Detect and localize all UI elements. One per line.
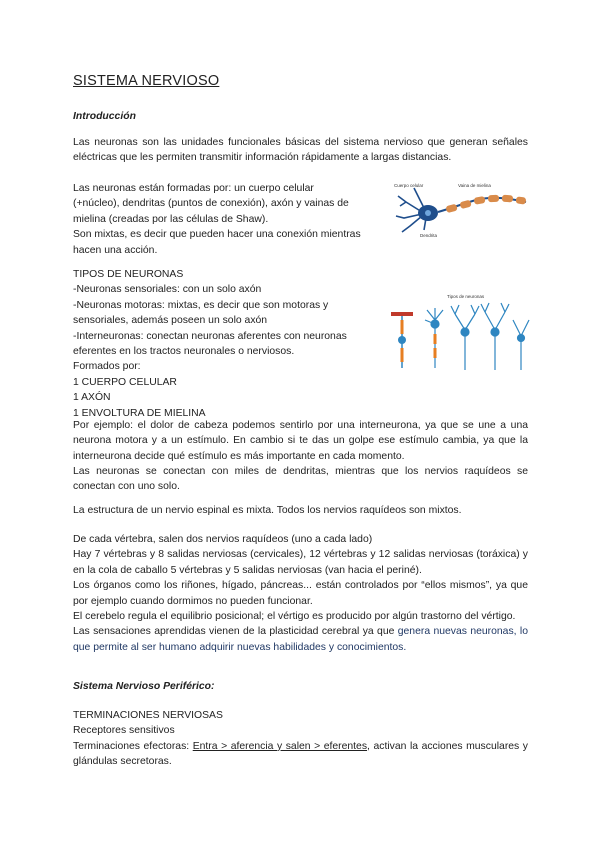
text-line: 1 AXÓN <box>73 392 111 404</box>
neuron-diagram-image <box>392 180 532 240</box>
underlined-text: Entra > aferencia y salen > eferentes <box>192 740 368 752</box>
peripheral-heading: Sistema Nervioso Periférico: <box>73 681 215 692</box>
text-line: -Interneuronas: conectan neuronas aferentes con neuronas <box>73 330 347 342</box>
text-line: hacen una acción. <box>73 244 158 256</box>
text-line: -Neuronas sensoriales: con un solo axón <box>73 284 262 296</box>
peripheral-block <box>73 708 528 770</box>
text-line: sensoriales, además poseen un solo axón <box>73 315 268 327</box>
text-line: Receptores sensitivos <box>73 725 175 737</box>
figure-label: Vaina de mielina <box>458 183 491 188</box>
figure-label: Cuerpo celular <box>394 183 424 188</box>
text-line: Son mixtas, es decir que pueden hacer una conexión mientras <box>73 229 361 241</box>
text-line: TERMINACIONES NERVIOSAS <box>73 710 223 721</box>
text-line: 1 ENVOLTURA DE MIELINA <box>73 407 206 419</box>
text-line: 1 CUERPO CELULAR <box>73 376 177 388</box>
text-line: eferentes en los tractos neuronales o nerviosos. <box>73 346 295 358</box>
dendrites-paragraph: Las neuronas se conectan con miles de dendritas, mientras que los nervios raquídeos se conectan con uno solo. <box>73 466 528 493</box>
neuron-types-image <box>385 290 531 376</box>
nucleus-shape <box>425 210 431 216</box>
text-line: Los órganos como los riñones, hígado, páncreas... están controlados por “ellos mismos”, ya que por ejemplo cuando dormimos no pueden funcionar. <box>73 580 528 607</box>
text-span: Las sensaciones aprendidas vienen de la plasticidad cerebral ya que <box>73 626 398 638</box>
figure-label: Dendrita <box>420 233 438 238</box>
highlighted-text: genera nuevas neuronas, lo que permite al ser humano adquirir nuevas habilidades y conocimientos. <box>73 626 528 653</box>
neuron-types-block <box>73 267 373 421</box>
intro-paragraph: Las neuronas son las unidades funcionales básicas del sistema nervioso que generan señales eléctricas que les permiten transmitir información rápidamente a largas distancias. <box>73 137 528 164</box>
example-paragraph: Por ejemplo: el dolor de cabeza podemos sentirlo por una interneurona, ya que se une a una neurona motora y a un estímulo. En cambio si te das un golpe ese estímulo cambia, ya que la interneurona decide qué estímulo es más importante en cada momento. <box>73 420 528 462</box>
text-line: (+núcleo), dendritas (puntos de conexión), axón y vainas de <box>73 198 349 210</box>
structure-paragraph: La estructura de un nervio espinal es mixta. Todos los nervios raquídeos son mixtos. <box>73 505 462 516</box>
text-line: Hay 7 vértebras y 8 salidas nerviosas (cervicales), 12 vértebras y 12 salidas nerviosas (toráxica) y en la cola de caballo 5 vértebras y 5 salidas nerviosas (van hacia el periné). <box>73 549 528 576</box>
neuron-structure-paragraph <box>73 181 379 258</box>
figure-background <box>385 290 531 376</box>
text-line: De cada vértebra, salen dos nervios raquídeos (uno a cada lado) <box>73 534 373 545</box>
intro-heading: Introducción <box>73 111 136 122</box>
text-line: TIPOS DE NEURONAS <box>73 269 184 280</box>
text-line <box>73 739 528 770</box>
text-line: -Neuronas motoras: mixtas, es decir que son motoras y <box>73 299 329 311</box>
figure-label: Tipos de neuronas <box>447 294 485 299</box>
text-line: El cerebelo regula el equilibrio posicional; el vértigo es producido por algún trastorno del vértigo. <box>73 611 516 623</box>
text-line: Formados por: <box>73 361 141 373</box>
text-line: mielina (creadas por las células de Shaw). <box>73 213 269 225</box>
text-span: Terminaciones efectoras: <box>73 740 193 752</box>
vertebrae-block <box>73 532 528 655</box>
page-title: SISTEMA NERVIOSO <box>73 73 220 89</box>
text-line <box>73 624 528 655</box>
text-span: , activan la acciones musculares y glándulas secretoras. <box>73 740 528 768</box>
text-line: Las neuronas están formadas por: un cuerpo celular <box>73 183 314 194</box>
